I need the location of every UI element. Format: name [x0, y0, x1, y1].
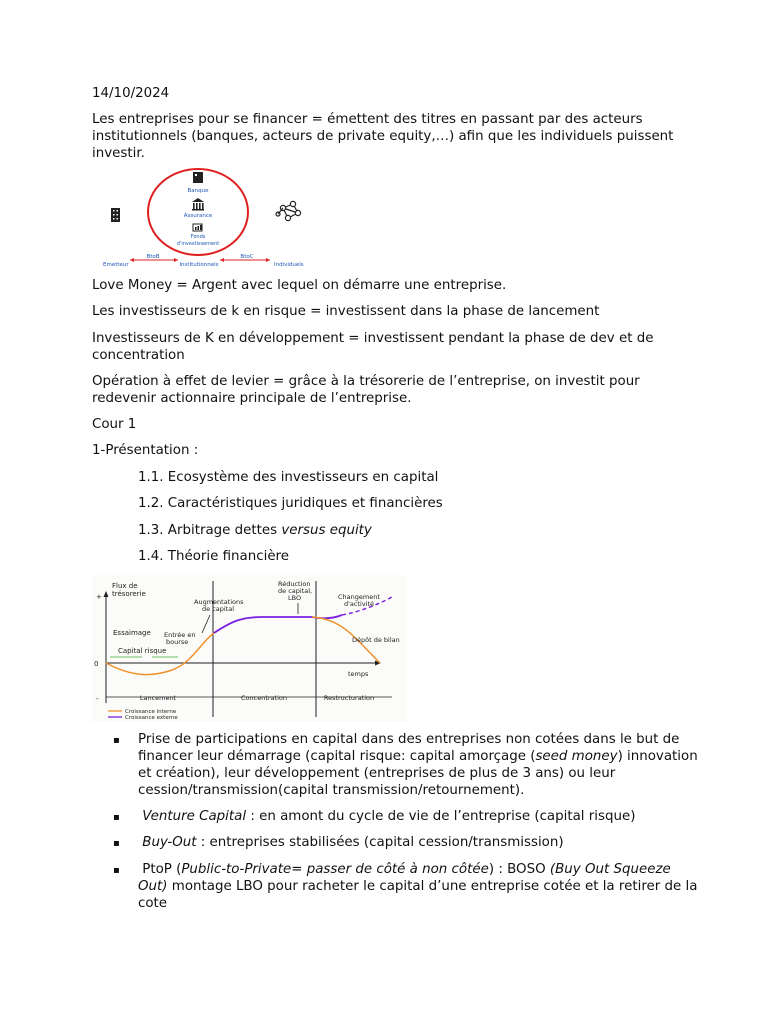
- b2b-label: BtoB: [146, 254, 160, 260]
- depot-label: Dépôt de bilan: [352, 636, 400, 644]
- outline-item-1: 1.1. Ecosystème des investisseurs en capital: [138, 470, 439, 485]
- outline-item-3: [138, 522, 372, 539]
- bullet-4-text-a: PtoP (: [142, 862, 182, 877]
- fonds-label-1: Fonds: [190, 234, 206, 240]
- intro-paragraph: Les entreprises pour se financer = émettent des titres en passant par des acteurs institutionnels (banques, acteurs de private equity,…) afin que les individuels puissent investir.: [92, 112, 674, 161]
- bullet-4: [138, 861, 698, 912]
- bullet-marker-1: ▪: [113, 735, 120, 746]
- leverage-definition: Opération à effet de levier = grâce à la trésorerie de l’entreprise, on investit pour redevenir actionnaire principale de l’entreprise.: [92, 374, 640, 406]
- date: 14/10/2024: [92, 86, 170, 101]
- bullet-1: [138, 731, 698, 799]
- bullet-4-text-c: montage LBO pour racheter le capital d’une entreprise cotée et la retirer de la cote: [138, 879, 698, 911]
- minus-label: -: [96, 695, 99, 703]
- augmentation-label-2: de capital: [202, 605, 235, 613]
- building-icon: [111, 208, 120, 222]
- essaimage-label: Essaimage: [113, 629, 151, 637]
- lifecycle-chart: [92, 575, 407, 722]
- bullet-2: [138, 808, 698, 825]
- emetteur-label: Emetteur: [103, 262, 129, 268]
- banque-label: Banque: [187, 188, 209, 194]
- entree-label-2: bourse: [166, 638, 189, 646]
- dev-investors-definition: Investisseurs de K en développement = investissent pendant la phase de dev et de concentration: [92, 331, 654, 363]
- bullet-3-text: : entreprises stabilisées (capital cession/transmission): [196, 835, 564, 850]
- changement-label-1: Changement: [338, 593, 380, 601]
- outline-item-3-italic: versus equity: [281, 523, 372, 538]
- changement-label-2: d'activité: [344, 600, 375, 608]
- phase-label-restructuration: Restructuration: [323, 694, 375, 702]
- outline-item-3-text: 1.3. Arbitrage dettes: [138, 523, 282, 538]
- zero-label: 0: [94, 660, 99, 668]
- reduction-label-2: de capital,: [278, 587, 313, 595]
- legend-internal-label: Croissance interne: [125, 709, 177, 715]
- phase-label-lancement: Lancement: [139, 694, 177, 702]
- bullet-3: [138, 834, 698, 851]
- risk-investors-definition: Les investisseurs de k en risque = investissent dans la phase de lancement: [92, 304, 600, 319]
- plus-label: +: [96, 593, 102, 601]
- section-heading: 1-Présentation :: [92, 443, 199, 458]
- network-icon: [276, 201, 301, 220]
- reduction-label-3: LBO: [288, 594, 302, 602]
- institutionnels-label: Institutionnels: [179, 262, 219, 268]
- bullet-marker-2: ▪: [113, 812, 120, 823]
- bullet-3-italic: Buy-Out: [142, 835, 197, 850]
- bullet-1-text-a: Prise de participations en capital dans des entreprises non cotées dans le but de financer leur démarrage (capital risque: capital amorçage (: [138, 732, 680, 764]
- institution-icon: [192, 198, 204, 211]
- individuels-label: Individuels: [274, 262, 304, 268]
- bullet-1-italic: seed money: [535, 749, 618, 764]
- y-axis-label-1: Flux de: [112, 582, 138, 590]
- entree-label-1: Entrée en: [164, 631, 196, 639]
- financing-diagram: [100, 166, 310, 272]
- assurance-label: Assurance: [183, 213, 213, 219]
- course-title: Cour 1: [92, 417, 137, 432]
- phase-label-concentration: Concentration: [241, 694, 287, 702]
- bullet-1-text-b: ) innovation et création), leur développement (entreprises de plus de 3 ans) ou leur cession/transmission(capital transmission/retournement).: [138, 749, 698, 798]
- legend-external-label: Croissance externe: [125, 715, 178, 721]
- bullet-marker-4: ▪: [113, 865, 120, 876]
- bullet-4-italic: Public-to-Private= passer de côté à non côtée: [181, 862, 489, 877]
- fund-chart-icon: [193, 224, 202, 231]
- bullet-4-italic-2: (Buy Out Squeeze Out): [138, 862, 671, 894]
- bank-icon: [193, 172, 203, 183]
- b2c-label: BtoC: [240, 254, 254, 260]
- outline-item-2: 1.2. Caractéristiques juridiques et financières: [138, 496, 443, 511]
- bullet-4-text-b: ) : BOSO: [488, 862, 550, 877]
- love-money-definition: Love Money = Argent avec lequel on démarre une entreprise.: [92, 278, 507, 293]
- temps-label: temps: [348, 670, 369, 678]
- reduction-label-1: Réduction: [278, 580, 311, 588]
- y-axis-label-2: trésorerie: [112, 590, 146, 598]
- bullet-2-text: : en amont du cycle de vie de l’entreprise (capital risque): [246, 809, 636, 824]
- bullet-marker-3: ▪: [113, 838, 120, 849]
- outline-item-4: 1.4. Théorie financière: [138, 549, 290, 564]
- augmentation-label-1: Augmentations: [194, 598, 244, 606]
- capital-risque-label: Capital risque: [118, 647, 167, 655]
- bullet-2-italic: Venture Capital: [142, 809, 247, 824]
- fonds-label-2: d'investissement: [176, 241, 220, 247]
